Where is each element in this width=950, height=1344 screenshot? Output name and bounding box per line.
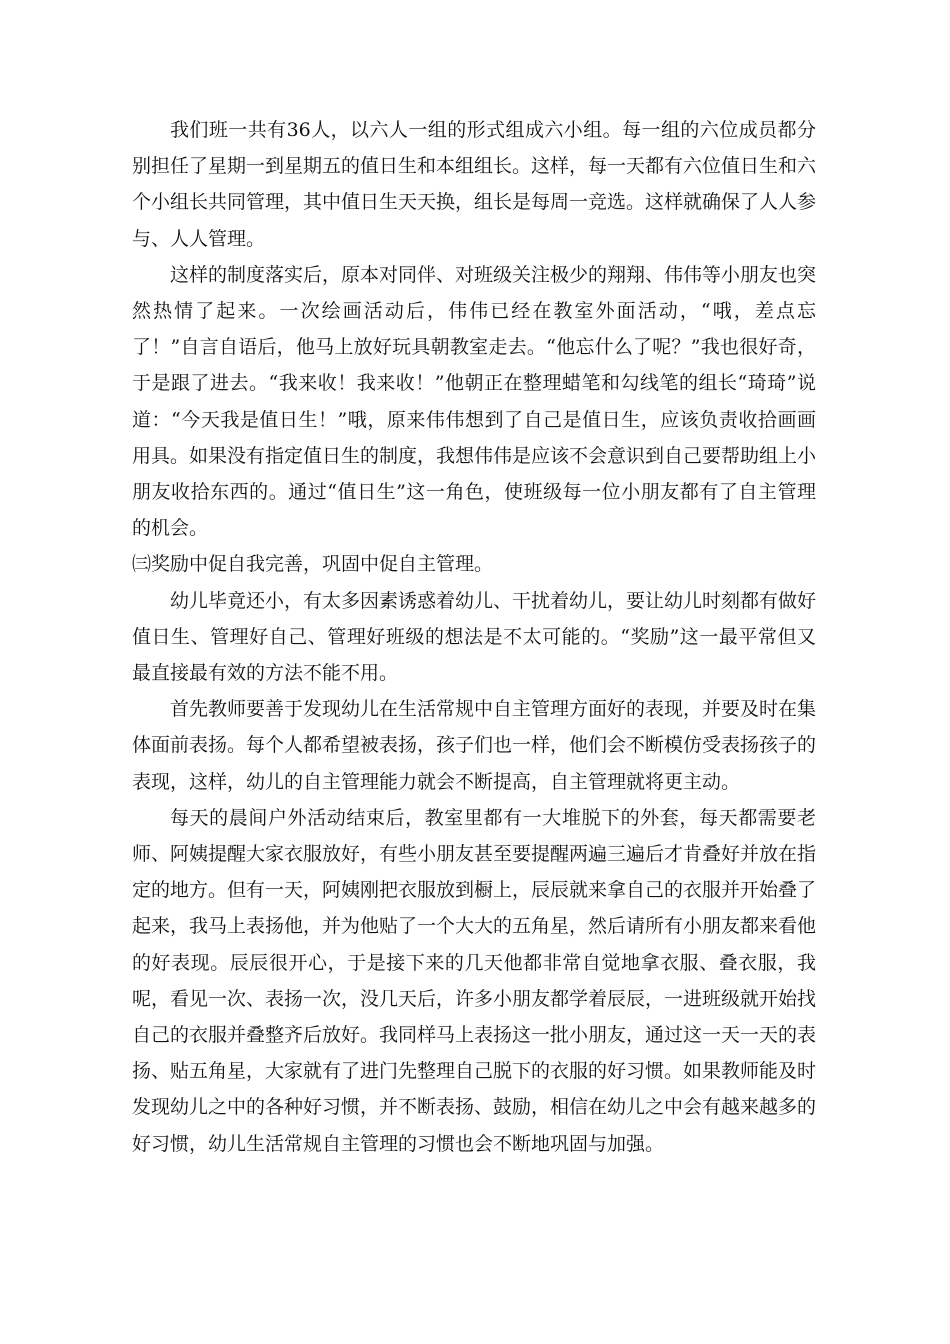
paragraph-reward-intro: 幼儿毕竟还小，有太多因素诱惑着幼儿、干扰着幼儿，要让幼儿时刻都有做好值日生、管理好自己、管理好班级的想法是不太可能的。“奖励”这一最平常但又最直接最有效的方法不能不用。 [132,589,817,685]
paragraph-teacher-praise: 首先教师要善于发现幼儿在生活常规中自主管理方面好的表现，并要及时在集体面前表扬。每个人都希望被表扬，孩子们也一样，他们会不断模仿受表扬孩子的表现，这样，幼儿的自主管理能力就会不断提高，自主管理就将更主动。 [132,698,817,793]
section-heading: ㈢奖励中促自我完善，巩固中促自主管理。 [132,553,494,576]
paragraph-morning-coats-story: 每天的晨间户外活动结束后，教室里都有一大堆脱下的外套，每天都需要老师、阿姨提醒大家衣服放好，有些小朋友甚至要提醒两遍三遍后才肯叠好并放在指定的地方。但有一天，阿姨刚把衣服放到橱上，辰辰就来拿自己的衣服并开始叠了起来，我马上表扬他，并为他贴了一个大大的五角星，然后请所有小朋友都来看他的好表现。辰辰很开心，于是接下来的几天他都非常自觉地拿衣服、叠衣服，我呢，看见一次、表扬一次，没几天后，许多小朋友都学着辰辰，一进班级就开始找自己的衣服并叠整齐后放好。我同样马上表扬这一批小朋友，通过这一天一天的表扬、贴五角星，大家就有了进门先整理自己脱下的衣服的好习惯。如果教师能及时发现幼儿之中的各种好习惯，并不断表扬、鼓励，相信在幼儿之中会有越来越多的好习惯，幼儿生活常规自主管理的习惯也会不断地巩固与加强。 [132,806,817,1155]
paragraph-class-groups: 我们班一共有36人，以六人一组的形式组成六小组。每一组的六位成员都分别担任了星期一到星期五的值日生和本组组长。这样，每一天都有六位值日生和六个小组长共同管理，其中值日生天天换，组长是每周一竞选。这样就确保了人人参与、人人管理。 [132,119,817,250]
paragraph-duty-student-story: 这样的制度落实后，原本对同伴、对班级关注极少的翔翔、伟伟等小朋友也突然热情了起来。一次绘画活动后，伟伟已经在教室外面活动，“哦，差点忘了！”自言自语后，他马上放好玩具朝教室走去。“他忘什么了呢？”我也很好奇，于是跟了进去。“我来收！我来收！”他朝正在整理蜡笔和勾线笔的组长“琦琦”说道：“今天我是值日生！”哦，原来伟伟想到了自己是值日生，应该负责收拾画画用具。如果没有指定值日生的制度，我想伟伟是应该不会意识到自己要帮助组上小朋友收拾东西的。通过“值日生”这一角色，使班级每一位小朋友都有了自主管理的机会。 [132,263,817,540]
body-text [132,112,816,1162]
